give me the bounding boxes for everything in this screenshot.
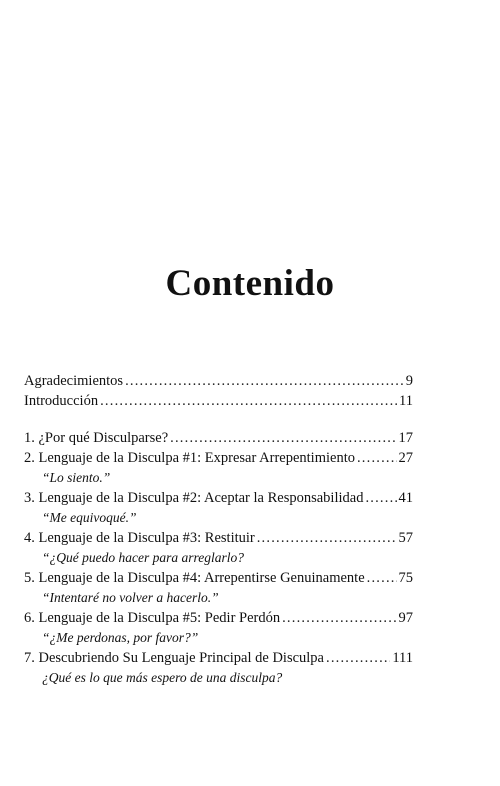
toc-entry-label: 1. ¿Por qué Disculparse? [24, 430, 169, 446]
toc-chapter-2 [24, 448, 413, 468]
toc-entry-page: 17 [398, 430, 413, 446]
dot-leader [282, 608, 396, 628]
toc-chapter-3 [24, 488, 413, 508]
toc-chapter-subtitle: “¿Qué puedo hacer para arreglarlo? [42, 550, 244, 565]
toc-entry-label: 4. Lenguaje de la Disculpa #3: Restituir [24, 530, 255, 546]
toc-entry-label: Agradecimientos [24, 373, 124, 389]
toc-entry-page: 75 [398, 570, 413, 586]
dot-leader [125, 371, 404, 391]
toc-entry-label: Introducción [24, 393, 99, 409]
toc-chapter-5 [24, 568, 413, 588]
toc-entry-page: 11 [399, 393, 413, 409]
dot-leader [357, 448, 397, 468]
toc-entry-label: 7. Descubriendo Su Lenguaje Principal de Disculpa [24, 650, 324, 666]
toc-entry-page: 97 [398, 610, 413, 626]
toc-chapter-4 [24, 528, 413, 548]
toc-chapter-subtitle: “Intentaré no volver a hacerlo.” [42, 590, 219, 605]
toc-entry-label: 2. Lenguaje de la Disculpa #1: Expresar Arrepentimiento [24, 450, 355, 466]
dot-leader [367, 568, 397, 588]
toc-entry-page: 57 [398, 530, 413, 546]
toc-chapter-7 [24, 648, 413, 668]
dot-leader [257, 528, 397, 548]
toc-entry-page: 9 [405, 373, 413, 389]
toc-chapter-subtitle: ¿Qué es lo que más espero de una disculpa? [42, 670, 283, 685]
dot-leader [170, 428, 396, 448]
section-gap [24, 411, 413, 428]
toc-entry-page: 111 [392, 650, 413, 666]
dot-leader [365, 488, 396, 508]
table-of-contents [24, 371, 413, 688]
toc-entry-page: 41 [398, 490, 413, 506]
toc-chapter-subtitle: “¿Me perdonas, por favor?” [42, 630, 199, 645]
toc-chapter-subtitle: “Lo siento.” [42, 470, 111, 485]
toc-entry-agradecimientos [24, 371, 413, 391]
toc-chapter-6 [24, 608, 413, 628]
page-title: Contenido [165, 263, 335, 304]
toc-chapter-1 [24, 428, 413, 448]
toc-entry-introduccion [24, 391, 413, 411]
toc-entry-label: 6. Lenguaje de la Disculpa #5: Pedir Perdón [24, 610, 281, 626]
toc-entry-label: 3. Lenguaje de la Disculpa #2: Aceptar la Responsabilidad [24, 490, 364, 506]
dot-leader [100, 391, 397, 411]
toc-entry-label: 5. Lenguaje de la Disculpa #4: Arrepentirse Genuinamente [24, 570, 365, 586]
toc-chapter-subtitle: “Me equivoqué.” [42, 510, 137, 525]
dot-leader [326, 648, 390, 668]
toc-entry-page: 27 [398, 450, 413, 466]
